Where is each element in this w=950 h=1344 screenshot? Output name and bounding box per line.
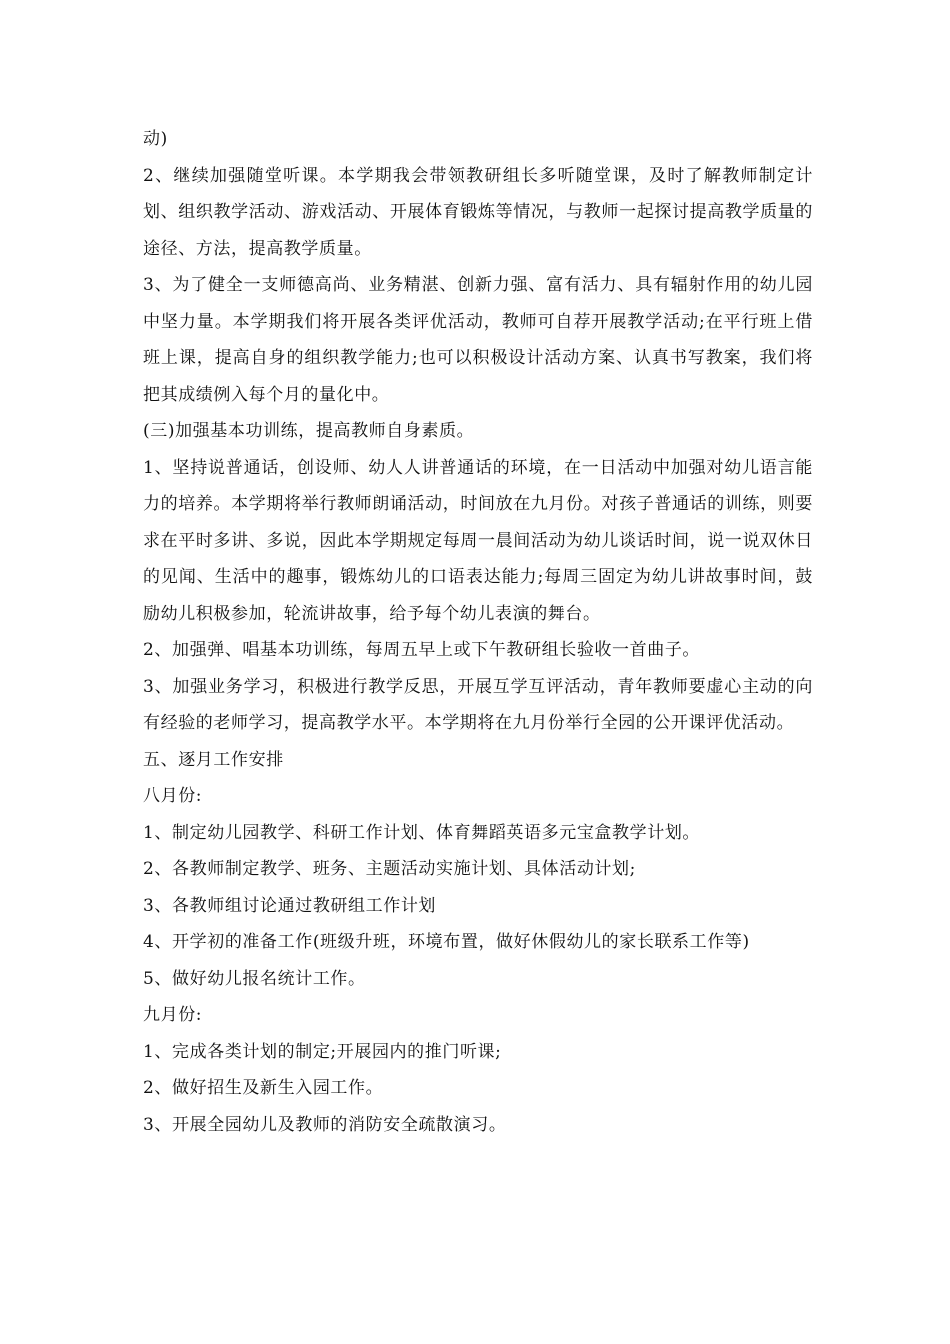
list-item: 1、完成各类计划的制定;开展园内的推门听课; (143, 1041, 502, 1062)
month-heading-september: 九月份: (143, 1005, 203, 1025)
section-heading-basic-skills: (三)加强基本功训练，提高教师自身素质。 (143, 421, 475, 441)
list-item: 2、各教师制定教学、班务、主题活动实施计划、具体活动计划; (143, 859, 636, 879)
paragraph-mandarin: 1、坚持说普通话，创设师、幼人人讲普通话的环境，在一日活动中加强对幼儿语言能力的培养。本学期将举行教师朗诵活动，时间放在九月份。对孩子普通话的训练，则要求在平时多讲、多说，因此本学期规定每周一晨间活动为幼儿谈话时间，说一说双休日的见闻、生活中的趣事，锻炼幼儿的口语表达能力;每周三固定为幼儿讲故事时间，鼓励幼儿积极参加，轮流讲故事，给予每个幼儿表演的舞台。 (143, 457, 813, 624)
paragraph-business-study: 3、加强业务学习，积极进行教学反思，开展互学互评活动，青年教师要虚心主动的向有经验的老师学习，提高教学水平。本学期将在九月份举行全园的公开课评优活动。 (143, 676, 813, 733)
month-heading-august: 八月份: (143, 786, 203, 806)
list-item: 5、做好幼儿报名统计工作。 (143, 968, 366, 989)
list-item: 3、开展全园幼儿及教师的消防安全疏散演习。 (143, 1114, 507, 1135)
document-body (143, 121, 813, 1143)
paragraph-classroom-observation: 2、继续加强随堂听课。本学期我会带领教研组长多听随堂课，及时了解教师制定计划、组织教学活动、游戏活动、开展体育锻炼等情况，与教师一起探讨提高教学质量的途径、方法，提高教学质量。 (143, 165, 813, 259)
list-item: 2、做好招生及新生入园工作。 (143, 1078, 384, 1098)
paragraph-piano-singing: 2、加强弹、唱基本功训练，每周五早上或下午教研组长验收一首曲子。 (143, 640, 701, 660)
list-item: 3、各教师组讨论通过教研组工作计划 (143, 895, 437, 916)
list-item: 4、开学初的准备工作(班级升班，环境布置，做好休假幼儿的家长联系工作等) (143, 932, 750, 952)
paragraph-teacher-team: 3、为了健全一支师德高尚、业务精湛、创新力强、富有活力、具有辐射作用的幼儿园中坚力量。本学期我们将开展各类评优活动，教师可自荐开展教学活动;在平行班上借班上课，提高自身的组织教学能力;也可以积极设计活动方案、认真书写教案，我们将把其成绩例入每个月的量化中。 (143, 275, 813, 405)
section-heading-monthly-plan: 五、逐月工作安排 (143, 749, 284, 770)
list-item: 1、制定幼儿园教学、科研工作计划、体育舞蹈英语多元宝盒教学计划。 (143, 822, 701, 843)
paragraph-continuation: 动) (143, 129, 168, 149)
